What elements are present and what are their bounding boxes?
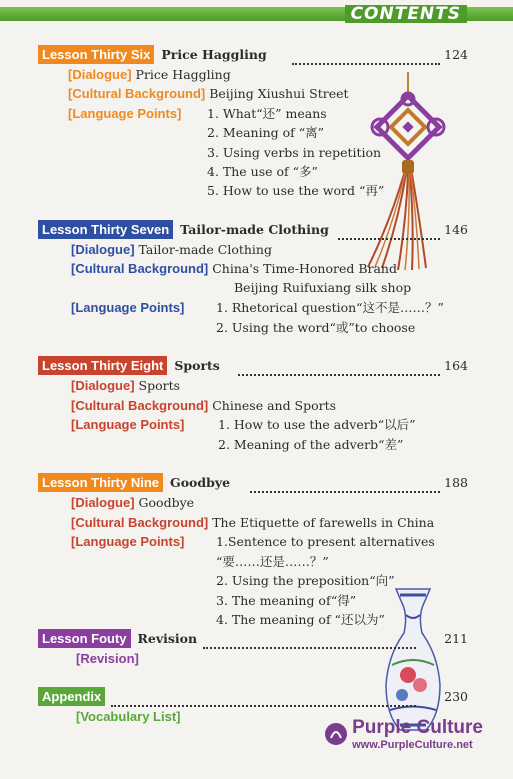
culture-tag: [Cultural Background]: [71, 261, 209, 276]
watermark: [324, 717, 483, 751]
page-number: 124: [444, 47, 468, 62]
lesson-title: Tailor-made Clothing: [180, 222, 329, 237]
dialogue-text: Price Haggling: [135, 67, 231, 82]
culture-entry: [68, 84, 349, 103]
watermark-brand: Purple Culture: [352, 717, 483, 738]
lesson-badge: Lesson Thirty Seven: [38, 220, 173, 239]
language-point: 1. What“还” means: [207, 106, 327, 121]
language-point: 4. The meaning of “还以为”: [216, 612, 385, 627]
page-number: 164: [444, 358, 468, 373]
chinese-knot-illustration: [360, 72, 455, 272]
language-tag: [Language Points]: [68, 106, 182, 121]
dialogue-entry: [71, 493, 194, 512]
language-entry: [71, 298, 184, 317]
appendix-heading[interactable]: [38, 687, 105, 706]
header-bar: [0, 0, 513, 22]
dialogue-entry: [71, 376, 180, 395]
lesson-40-heading[interactable]: [38, 629, 197, 648]
language-tag: [Language Points]: [71, 417, 185, 432]
dot-leader: [338, 219, 440, 240]
language-tag: [Language Points]: [71, 534, 185, 549]
culture-entry: [71, 513, 434, 532]
vocabulary-tag: [Vocabulary List]: [76, 709, 181, 724]
revision-tag: [Revision]: [76, 651, 139, 666]
lesson-title: Price Haggling: [161, 47, 267, 62]
language-point: 4. The use of “多”: [207, 164, 318, 179]
language-point: 1. Rhetorical question“这不是……？”: [216, 300, 444, 315]
dialogue-tag: [Dialogue]: [71, 495, 135, 510]
dialogue-entry: [68, 65, 231, 84]
culture-tag: [Cultural Background]: [71, 515, 209, 530]
culture-text: The Etiquette of farewells in China: [212, 515, 435, 530]
dialogue-tag: [Dialogue]: [71, 242, 135, 257]
language-entry: [68, 104, 181, 123]
lesson-title: Revision: [137, 631, 198, 646]
language-point: 2. Using the word“或”to choose: [216, 320, 416, 335]
language-point: 3. Using verbs in repetition: [207, 145, 382, 160]
language-point: 2. Using the preposition“向”: [216, 573, 395, 588]
language-tag: [Language Points]: [71, 300, 185, 315]
lesson-badge: Lesson Fouty: [38, 629, 131, 648]
language-point: “要……还是……？”: [216, 554, 329, 569]
culture-entry: [71, 396, 336, 415]
page-number: 188: [444, 475, 468, 490]
culture-text-continued: Beijing Ruifuxiang silk shop: [234, 280, 412, 295]
language-point: 2. Meaning of the adverb“差”: [218, 437, 404, 452]
dot-leader: [250, 472, 440, 493]
culture-text: Chinese and Sports: [212, 398, 337, 413]
porcelain-vase-illustration: [378, 585, 448, 735]
dialogue-tag: [Dialogue]: [68, 67, 132, 82]
culture-tag: [Cultural Background]: [68, 86, 206, 101]
watermark-url: www.PurpleCulture.net: [352, 739, 473, 751]
lesson-37-heading[interactable]: [38, 220, 329, 239]
dot-leader: [238, 355, 440, 376]
lesson-title: Goodbye: [170, 475, 231, 490]
language-point: 2. Meaning of “离”: [207, 125, 325, 140]
dot-leader: [292, 44, 440, 65]
lesson-39-heading[interactable]: [38, 473, 230, 492]
language-entry: [71, 532, 184, 551]
language-entry: [71, 415, 184, 434]
page-number: 230: [444, 689, 468, 704]
lesson-badge: Lesson Thirty Eight: [38, 356, 167, 375]
lesson-title: Sports: [174, 358, 220, 373]
dot-leader: [111, 686, 416, 707]
dialogue-text: Sports: [138, 378, 181, 393]
purple-culture-logo-icon: [324, 722, 348, 746]
dot-leader: [203, 628, 416, 649]
culture-entry: [71, 259, 397, 278]
lesson-38-heading[interactable]: [38, 356, 220, 375]
lesson-badge: Lesson Thirty Six: [38, 45, 154, 64]
dialogue-entry: [71, 240, 272, 259]
revision-entry: [76, 649, 139, 668]
culture-text: China's Time-Honored Brand: [212, 261, 397, 276]
language-point: 1. How to use the adverb“以后”: [218, 417, 416, 432]
culture-tag: [Cultural Background]: [71, 398, 209, 413]
dialogue-tag: [Dialogue]: [71, 378, 135, 393]
page-number: 146: [444, 222, 468, 237]
culture-text: Beijing Xiushui Street: [209, 86, 349, 101]
page-title: CONTENTS: [345, 5, 467, 23]
language-point: 5. How to use the word “再”: [207, 183, 385, 198]
language-point: 1.Sentence to present alternatives: [216, 534, 435, 549]
language-point: 3. The meaning of“得”: [216, 593, 357, 608]
lesson-badge: Lesson Thirty Nine: [38, 473, 163, 492]
lesson-36-heading[interactable]: [38, 45, 267, 64]
appendix-badge: Appendix: [38, 687, 105, 706]
dialogue-text: Tailor-made Clothing: [138, 242, 272, 257]
page-number: 211: [444, 631, 468, 646]
vocabulary-entry: [76, 707, 181, 726]
dialogue-text: Goodbye: [138, 495, 195, 510]
